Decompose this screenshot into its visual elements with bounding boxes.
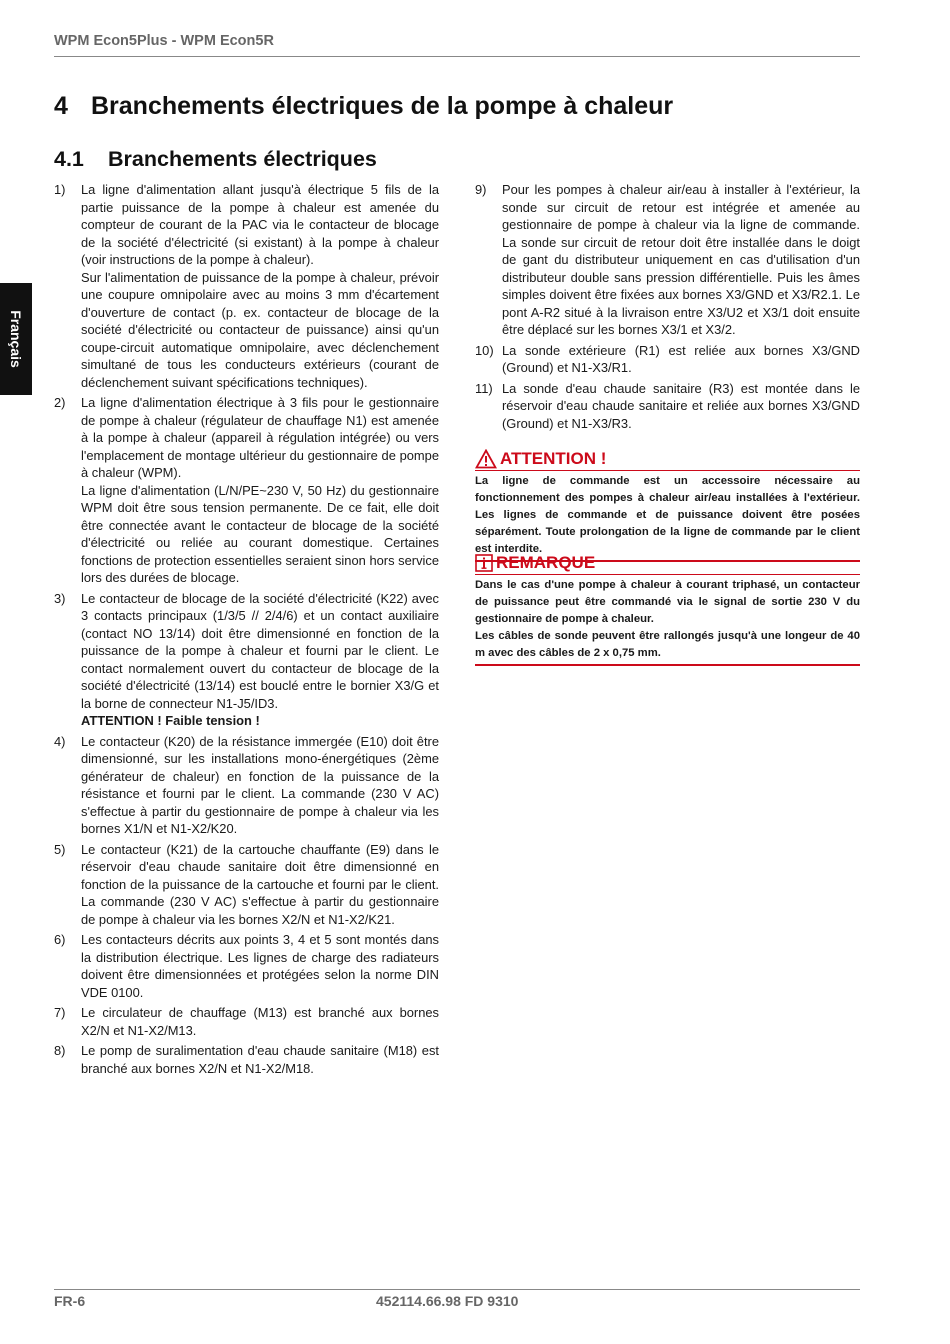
list-item-body — [81, 1004, 439, 1039]
footer-rule — [54, 1289, 860, 1290]
list-item-text: Le contacteur (K20) de la résistance immergée (E10) doit être dimensionné, sur les installations mono-énergétiques (2ème générateur de chaleur) en fonction de la puissance de la résistance et fourni par le client. La commande (230 V AC) s'effectue à partir du gestionnaire de pompe à chaleur via les bornes X1/N et N1-X2/K20. — [81, 733, 439, 836]
list-item — [54, 733, 439, 838]
attention-title-text: ATTENTION ! — [500, 449, 607, 468]
header-rule — [54, 56, 860, 57]
list-item-body — [81, 181, 439, 391]
list-item-text: La ligne d'alimentation électrique à 3 fils pour le gestionnaire de pompe à chaleur (régulateur de chauffage N1) est amenée à la pompe à chaleur (appareil à régulation intégrée) ou vers l'emplacement de montage ultérieur du gestionnaire de pompe à chaleur (WPM). — [81, 395, 439, 480]
list-item — [54, 1004, 439, 1039]
list-item-body — [502, 380, 860, 433]
list-item — [475, 380, 860, 433]
list-item-number: 11) — [475, 380, 493, 396]
left-column — [54, 181, 439, 1080]
list-item — [54, 841, 439, 929]
list-item-number: 9) — [475, 182, 487, 197]
list-item-text: Pour les pompes à chaleur air/eau à installer à l'extérieur, la sonde sur circuit de retour est intégrée et amenée au gestionnaire de pompe à chaleur via la ligne de commande. La sonde sur circuit de retour doit être installée dans le doigt de gant du distributeur uniquement en cas d'utilisation d'un distributeur double sans pression différentielle. Puis les âmes simples doivent être fixées aux bornes X3/GND et X3/R2.1. Le pont A-R2 situé à la livraison entre X3/U2 et X3/1 doit ensuite être déplacé sur les bornes X3/1 et X3/2. — [502, 182, 860, 337]
list-item-body — [81, 841, 439, 929]
document-header: WPM Econ5Plus - WPM Econ5R — [54, 33, 274, 49]
list-item-number: 3) — [54, 590, 66, 606]
remark-text: Dans le cas d'une pompe à chaleur à courant triphasé, un contacteur de puissance peut être commandé via le signal de sortie 230 V du gestionnaire de pompe à chaleur. — [475, 579, 860, 625]
list-item-body — [502, 181, 860, 339]
remark-title — [475, 553, 860, 575]
list-item-text: Les contacteurs décrits aux points 3, 4 et 5 sont montés dans la distribution électrique. Les lignes de charge des radiateurs doivent être dimensionnées et protégées selon la norme DIN VDE 0100. — [81, 932, 439, 1000]
remark-box — [475, 553, 860, 666]
list-item-number: 6) — [54, 932, 66, 947]
list-item-body — [81, 1042, 439, 1077]
list-item — [54, 181, 439, 391]
list-item-number: 7) — [54, 1005, 66, 1020]
remark-title-text: REMARQUE — [496, 553, 596, 572]
attention-title — [475, 449, 860, 471]
section-title: Branchements électriques — [108, 147, 377, 171]
list-item-text: La sonde extérieure (R1) est reliée aux bornes X3/GND (Ground) et N1-X3/R1. — [502, 342, 860, 375]
list-item-text: La ligne d'alimentation allant jusqu'à électrique 5 fils de la partie puissance de la pompe à chaleur est amenée du compteur de courant de la PAC via le contacteur de blocage de la société d'électricité (si existant) à la pompe à chaleur (voir instructions de la pompe à chaleur). — [81, 182, 439, 267]
list-item — [475, 342, 860, 377]
chapter-title: Branchements électriques de la pompe à chaleur — [91, 92, 674, 120]
list-item — [54, 394, 439, 587]
section-number: 4.1 — [54, 147, 84, 171]
chapter-number: 4 — [54, 92, 68, 120]
list-item-body — [502, 342, 860, 377]
list-item-text: La sonde d'eau chaude sanitaire (R3) est montée dans le réservoir d'eau chaude sanitaire et reliée aux bornes X3/GND (Ground) et N1-X3/R3. — [502, 380, 860, 431]
list-item — [54, 590, 439, 730]
list-item — [475, 181, 860, 339]
attention-text: La ligne de commande est un accessoire nécessaire au fonctionnement des pompes à chaleur air/eau installées à l'extérieur. Les lignes de commande et de puissance doivent être posées séparément. Toute prolongation de la ligne de commande par le client est interdite. — [475, 475, 860, 555]
right-column — [475, 181, 860, 435]
list-item-body — [81, 590, 439, 730]
list-item-number: 5) — [54, 841, 66, 857]
section-heading — [54, 147, 377, 172]
warning-note: ATTENTION ! Faible tension ! — [81, 713, 260, 728]
list-item-text: Sur l'alimentation de puissance de la pompe à chaleur, prévoir une coupure omnipolaire avec au moins 3 mm d'écartement d'ouverture de contact (p. ex. contacteur de blocage de la société d'électricité ou contacteur de puissance) ainsi qu'un coupe-circuit automatique omnipolaire, avec déclenchement simultané de tous les conducteurs extérieurs (courant de déclenchement suivant spécifications techniques). — [81, 269, 439, 390]
list-item-text: Le contacteur (K21) de la cartouche chauffante (E9) dans le réservoir d'eau chaude sanitaire doit être dimensionné en fonction de la puissance de la cartouche et fourni par le client. La commande (230 V AC) s'effectue à partir du gestionnaire de pompe à chaleur via les bornes X2/N et N1-X2/K21. — [81, 841, 439, 927]
list-item-text: La ligne d'alimentation (L/N/PE~230 V, 50 Hz) du gestionnaire WPM doit être sous tension permanente. De ce fait, elle doit être connectée avant le contacteur de blocage de la société d'électricité ou reliée au courant domestique. Certaines fonctions de protection essentielles seraient sinon hors service lors des durées de blocage. — [81, 482, 439, 585]
list-item-number: 2) — [54, 395, 66, 410]
list-item-number: 4) — [54, 733, 66, 749]
chapter-heading — [54, 92, 673, 121]
list-item-number: 1) — [54, 182, 66, 197]
list-item-body — [81, 733, 439, 838]
list-item-number: 8) — [54, 1043, 66, 1058]
list-item-text: Le circulateur de chauffage (M13) est branché aux bornes X2/N et N1-X2/M13. — [81, 1005, 439, 1038]
document-code: 452114.66.98 FD 9310 — [376, 1293, 519, 1309]
remark-body — [475, 575, 860, 666]
remark-text: Les câbles de sonde peuvent être rallongés jusqu'à une longeur de 40 m avec des câbles de 2 x 0,75 mm. — [475, 630, 860, 659]
list-item-number: 10) — [475, 342, 494, 358]
language-tab-label: Français — [8, 310, 24, 368]
warning-triangle-icon — [475, 449, 497, 469]
list-item-body — [81, 394, 439, 587]
info-icon — [475, 554, 493, 572]
list-item — [54, 931, 439, 1001]
list-item — [54, 1042, 439, 1077]
list-item-text: Le pomp de suralimentation d'eau chaude sanitaire (M18) est branché aux bornes X2/N et N1-X2/M18. — [81, 1043, 439, 1076]
list-item-text: Le contacteur de blocage de la société d'électricité (K22) avec 3 contacts principaux (1/3/5 // 2/4/6) et un contact auxiliaire (contact NO 13/14) doit être dimensionné en fonction de la puissance de la pompe à chaleur et fourni par le client. Le contact normalement ouvert du contacteur de blocage de la société d'électricité (13/14) est bouclé entre le bornier X3/G et la borne de connecteur N1-J5/ID3. — [81, 590, 439, 711]
attention-box — [475, 449, 860, 562]
attention-body — [475, 471, 860, 562]
list-item-body — [81, 931, 439, 1001]
page-number: FR-6 — [54, 1293, 86, 1309]
language-tab — [0, 283, 32, 395]
